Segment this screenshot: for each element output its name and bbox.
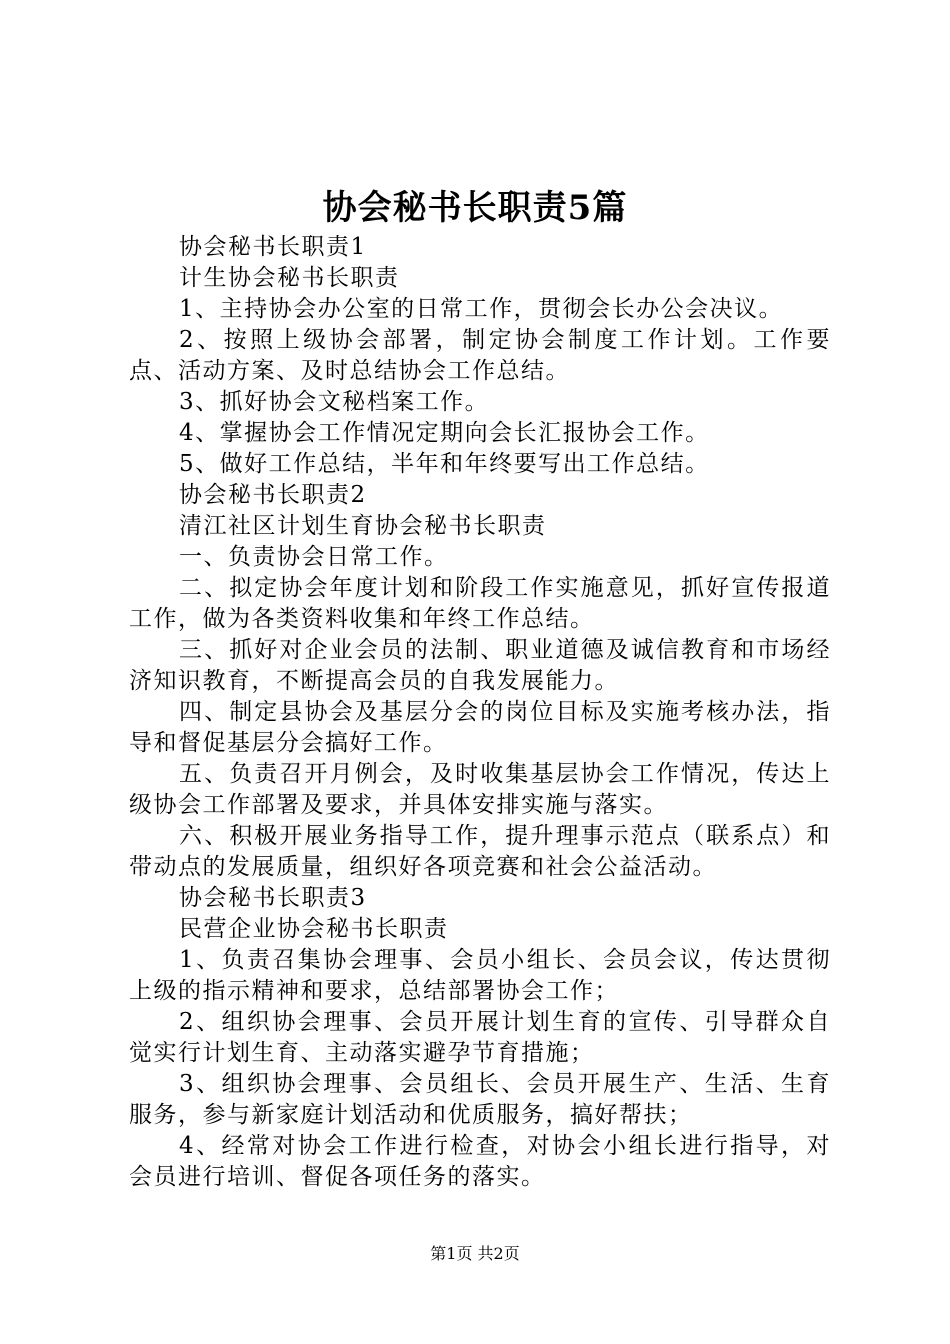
paragraph: 5、做好工作总结，半年和年终要写出工作总结。 [179,451,710,477]
section-heading: 协会秘书长职责1 [179,234,367,260]
paragraph: 六、积极开展业务指导工作，提升理事示范点（联系点）和带动点的发展质量，组织好各项竞赛和社会公益活动。 [129,823,831,880]
page-footer: 第1页 共2页 [430,1244,520,1263]
paragraph: 1、主持协会办公室的日常工作，贯彻会长办公会决议。 [179,296,784,322]
document-body [129,232,831,1193]
paragraph: 四、制定县协会及基层分会的岗位目标及实施考核办法，指导和督促基层分会搞好工作。 [129,699,831,756]
paragraph: 五、负责召开月例会，及时收集基层协会工作情况，传达上级协会工作部署及要求，并具体安排实施与落实。 [129,761,831,818]
paragraph: 2、按照上级协会部署，制定协会制度工作计划。工作要点、活动方案、及时总结协会工作总结。 [129,327,831,384]
document-title: 协会秘书长职责5篇 [322,188,628,228]
subsection-heading: 清江社区计划生育协会秘书长职责 [179,513,547,539]
paragraph: 二、拟定协会年度计划和阶段工作实施意见，抓好宣传报道工作，做为各类资料收集和年终工作总结。 [129,575,831,632]
paragraph: 3、抓好协会文秘档案工作。 [179,389,490,415]
paragraph: 3、组织协会理事、会员组长、会员开展生产、生活、生育服务，参与新家庭计划活动和优质服务，搞好帮扶； [129,1071,831,1128]
section-heading: 协会秘书长职责2 [179,482,367,508]
paragraph: 4、经常对协会工作进行检查，对协会小组长进行指导，对会员进行培训、督促各项任务的落实。 [129,1133,831,1190]
subsection-heading: 计生协会秘书长职责 [179,265,400,291]
subsection-heading: 民营企业协会秘书长职责 [179,916,449,942]
paragraph: 1、负责召集协会理事、会员小组长、会员会议，传达贯彻上级的指示精神和要求，总结部署协会工作； [129,947,831,1004]
paragraph: 三、抓好对企业会员的法制、职业道德及诚信教育和市场经济知识教育，不断提高会员的自我发展能力。 [129,637,831,694]
paragraph: 2、组织协会理事、会员开展计划生育的宣传、引导群众自觉实行计划生育、主动落实避孕节育措施； [129,1009,831,1066]
paragraph: 4、掌握协会工作情况定期向会长汇报协会工作。 [179,420,710,446]
paragraph: 一、负责协会日常工作。 [179,544,449,570]
section-heading: 协会秘书长职责3 [179,885,367,911]
